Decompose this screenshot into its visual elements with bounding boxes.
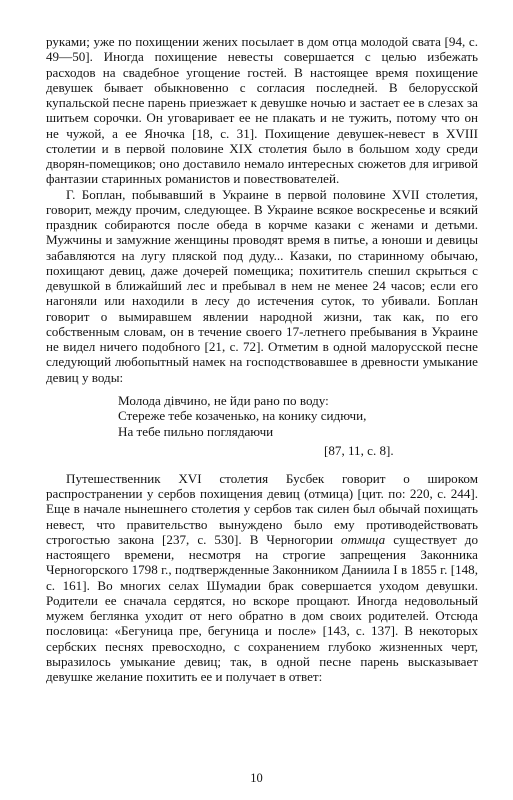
page-content	[46, 34, 478, 684]
paragraph-2: Г. Боплан, побывавший в Украине в первой половине XVII столетия, говорит, между прочим, следующее. В Украине всякое воскресенье и всякий праздник собираются после обеда в корчме казаки с женами и детьми. Мужчины и замужние женщины проводят время в питье, а юноши и девицы забавляются на лугу пляской под дуду... Казаки, по старинному обычаю, похищают девиц, даже дочерей помещика; похититель спешил скрыться с девушкой в ближайший лес и пребывал в нем не менее 24 часов; если его нагоняли или находили в лесу до истечения суток, то убивали. Боплан говорит о вымиравшем явлении народной жизни, так как, по его собственным словам, он в течение своего 17-летнего пребывания в Украине не видел ничего подобного [21, с. 72]. Отметим в одной малорусской песне следующий любопытный намек на господствовавшее в древности умыкание девиц у воды:	[46, 186, 478, 385]
paragraph-1: руками; уже по похищении жених посылает в дом отца молодой свата [94, с. 49—50]. Иногда похищение невесты совершается с целью избежать расходов на свадебное угощение гостей. В настоящее время похищение девушек бывает обыкновенно с согласия последней. В белорусской купальской песне парень приезжает к девушке ночью и застает ее в слезах за шитьем сорочки. Он уговаривает ее не плакать и не тужить, потому что он не чужой, а ее Яночка [18, с. 31]. Похищение девушек-невест в XVIII столетии и в первой половине XIX столетия было в большом ходу среди дворян-помещиков; оно доставило немало интересных сюжетов для игривой фантазии старинных романистов и повествователей.	[46, 34, 478, 187]
poem-line: Стереже тебе козаченько, на конику сидючи,	[118, 408, 367, 424]
paragraph-3	[46, 471, 478, 685]
poem-line: Молода дівчино, не йди рано по воду:	[118, 392, 329, 408]
poem-quote	[118, 393, 478, 459]
page-number: 10	[250, 771, 263, 785]
paragraph-3-text-a: Путешественник XVI столетия Бусбек говорит о широком распространении у сербов похищения девиц (отмица) [цит. по: 220, с. 244]. Еще в начале нынешнего столетия у сербов так силен был обычай похищать невест, что правительство вынуждено было ему противодействовать строгостью закона [237, с. 530]. В Черногории	[46, 470, 478, 547]
poem-citation: [87, 11, с. 8].	[324, 443, 394, 459]
italic-term: отмица	[341, 531, 386, 547]
paragraph-3-text-b: существует до настоящего времени, несмотря на строгие запрещения Законника Черногорского 1798 г., подтвержденные Законником Даниила I в 1855 г. [148, с. 161]. Во многих селах Шумадии брак совершается уходом девушки. Родители ее сначала сердятся, но вскоре прощают. Иногда недовольный мужем беглянка уходит от него обратно в дом своих родителей. Отсюда пословица: «Бегуница пре, бегуница и после» [143, с. 137]. В некоторых сербских песнях превосходно, с сохранением глубоко жизненных черт, выразилось умыкание девиц; так, в одной песне парень высказывает девушке желание похитить ее и получает в ответ:	[46, 531, 478, 684]
poem-line: На тебе пильно поглядаючи	[118, 423, 274, 439]
